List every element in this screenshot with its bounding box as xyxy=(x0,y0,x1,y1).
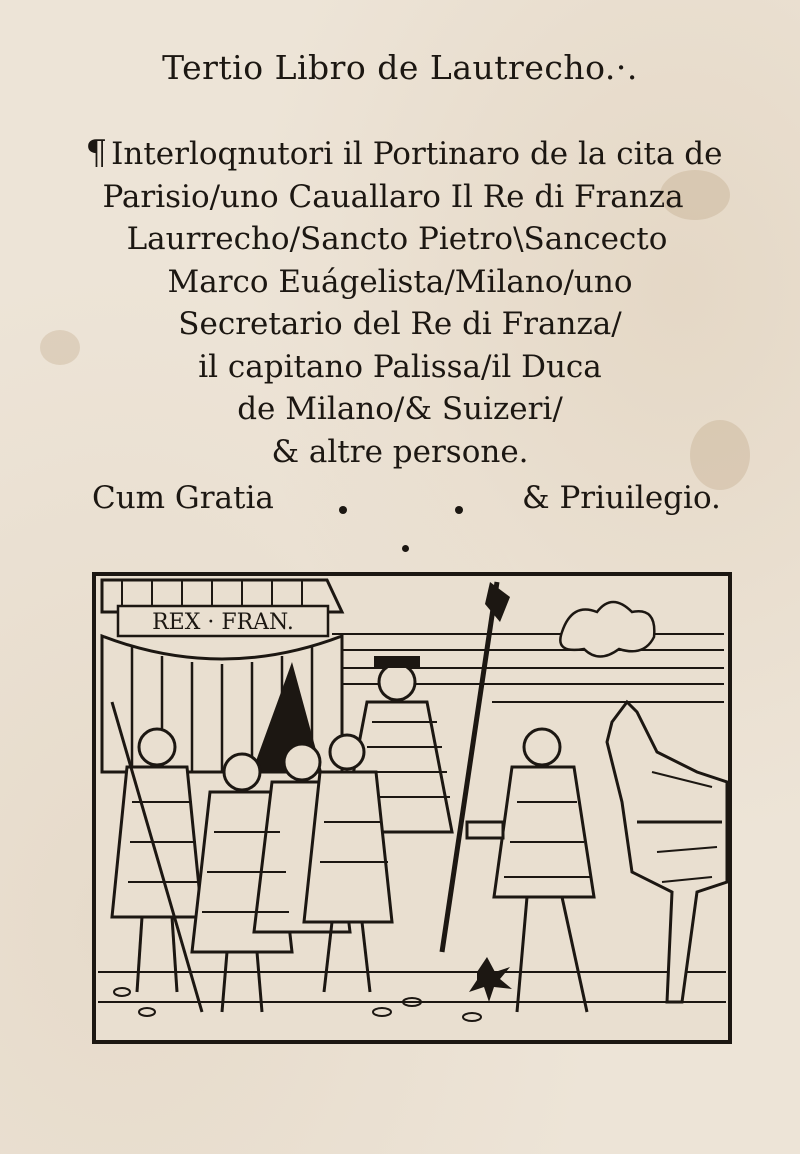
woodcut-image xyxy=(92,572,732,1044)
ornament-dot xyxy=(339,506,347,514)
interlocutors-list xyxy=(0,132,800,473)
cum-gratia: Cum Gratia xyxy=(92,480,274,516)
text-line-8: & altre persone. xyxy=(271,433,529,470)
text-line-6: il capitano Palissa/il Duca xyxy=(198,348,602,385)
page-title: Tertio Libro de Lautrecho.·. xyxy=(162,48,638,87)
banner-text: REX · FRAN. xyxy=(152,610,294,635)
text-line-3: Laurrecho/Sancto Pietro\Sancecto xyxy=(126,221,668,257)
priuilegio: & Priuilegio. xyxy=(522,480,721,516)
ornament-dot xyxy=(402,545,409,552)
line-text: Interloqnutori il Portinaro de la cita de xyxy=(111,136,723,172)
text-line-4: Marco Euágelista/Milano/uno xyxy=(167,263,633,300)
text-line-2: Parisio/uno Cauallaro Il Re di Franza xyxy=(102,178,684,215)
text-line-1 xyxy=(8,132,800,176)
text-line-5: Secretario del Re di Franza/ xyxy=(178,306,622,342)
ornament-dot xyxy=(455,506,463,514)
text-line-7: de Milano/& Suizeri/ xyxy=(237,391,563,427)
woodcut-illustration xyxy=(92,572,732,1044)
pilcrow-icon: ¶ xyxy=(85,133,108,173)
